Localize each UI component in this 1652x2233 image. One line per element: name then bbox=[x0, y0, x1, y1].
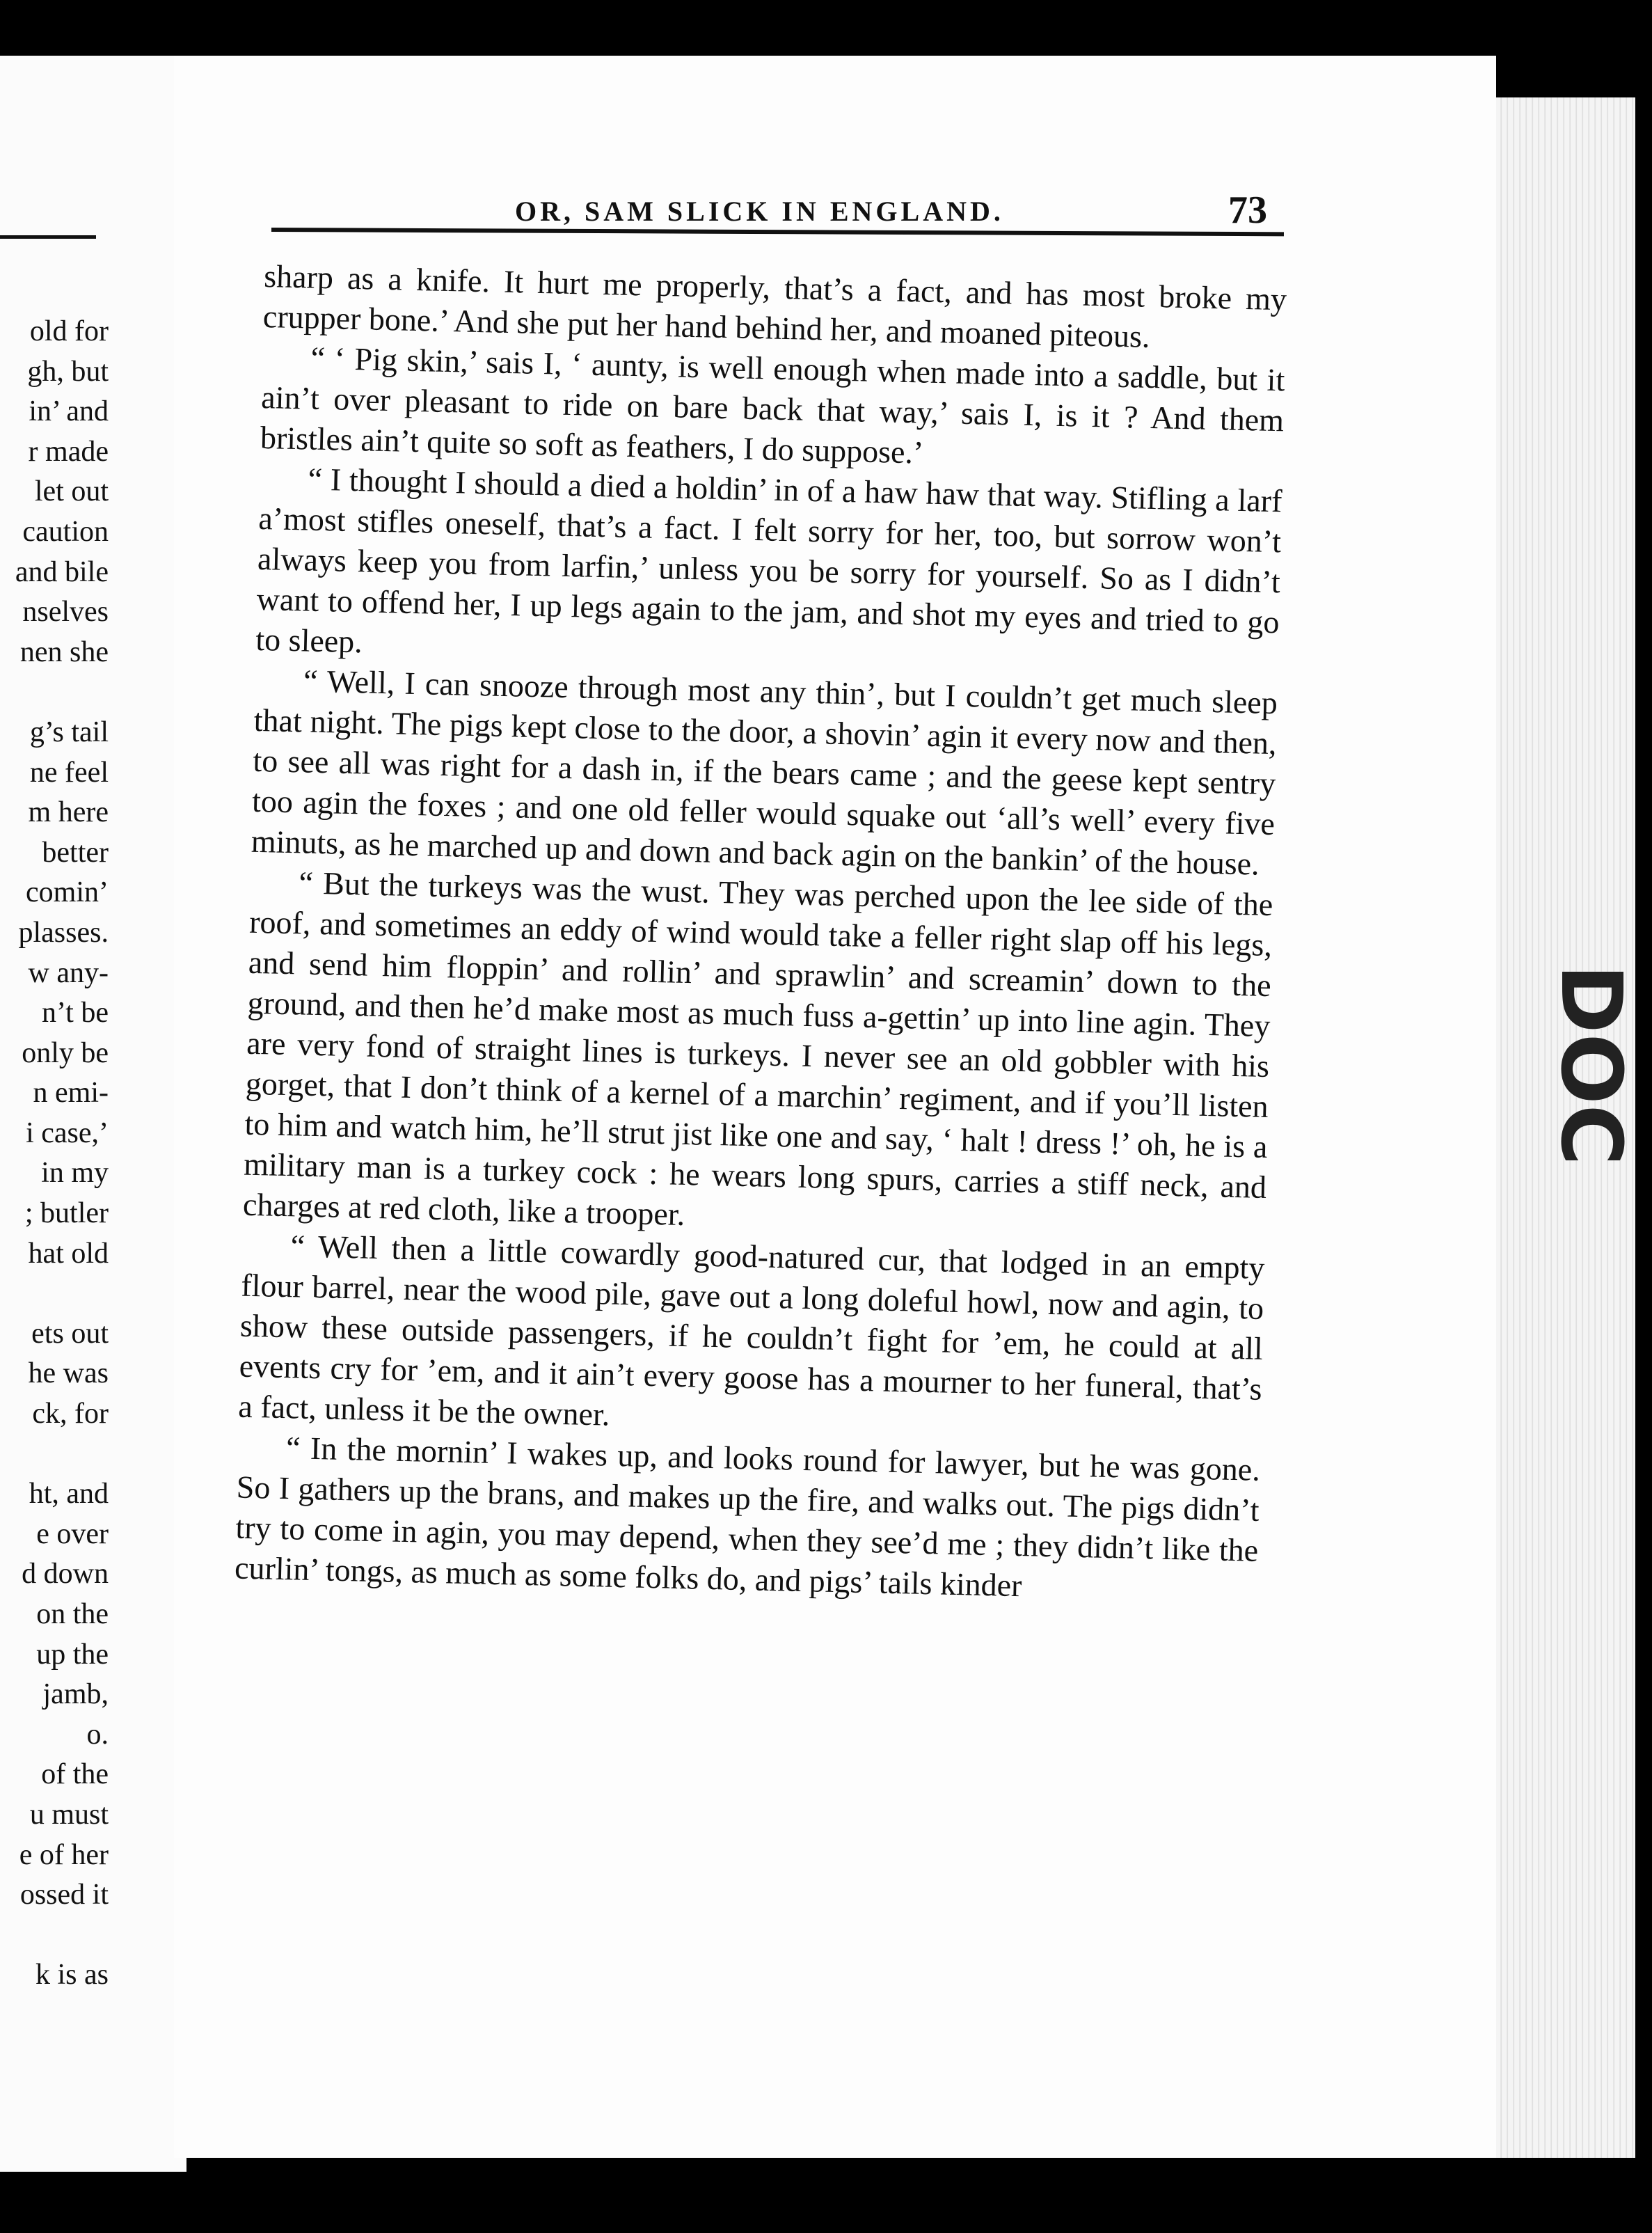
facing-line: m here bbox=[28, 796, 109, 829]
facing-line: e over bbox=[36, 1517, 109, 1550]
facing-line: of the bbox=[41, 1758, 109, 1791]
facing-line: ossed it bbox=[19, 1879, 109, 1911]
paragraph: “ Well then a little cowardly good-natured cur, that lodged in an empty flour barrel, near the wood pile, gave out a long doleful howl, now and agin, to show these outside passengers, if he couldn’t fight for ’em, he could at all events cry for ’em, and it ain’t every goose has a mourner to her funeral, that’s a fact, unless it be the owner. bbox=[237, 1228, 1265, 1433]
facing-line: only be bbox=[22, 1036, 109, 1069]
facing-line-gap bbox=[15, 1435, 109, 1475]
facing-line: he was bbox=[28, 1357, 109, 1390]
facing-line: better bbox=[42, 836, 109, 869]
facing-line: ht, and bbox=[29, 1478, 109, 1510]
facing-line-gap bbox=[15, 672, 109, 713]
facing-line: jamb, bbox=[42, 1678, 109, 1711]
facing-line: caution bbox=[22, 515, 109, 548]
body-text bbox=[235, 256, 1287, 1611]
facing-line: o. bbox=[86, 1718, 109, 1751]
facing-page-text bbox=[15, 312, 109, 1996]
edge-stamp-text bbox=[1486, 926, 1639, 1232]
facing-line: e of her bbox=[19, 1838, 109, 1871]
paragraph: “ Well, I can snooze through most any thin’, but I couldn’t get much sleep that night. The pigs kept close to the door, a shovin’ agin it every now and then, to see all was right for a dash in, if the bears came ; and the geese kept sentry too agin the foxes ; and one old feller would squake out ‘all’s well’ every five minuts, as he marched up and down and back agin on the bankin’ of the house. bbox=[251, 663, 1278, 882]
facing-line: and bile bbox=[15, 555, 109, 588]
facing-line: in my bbox=[41, 1157, 109, 1190]
facing-line: g’s tail bbox=[29, 716, 109, 748]
facing-line: let out bbox=[34, 475, 109, 508]
facing-line-gap bbox=[15, 1274, 109, 1314]
facing-line: old for bbox=[29, 315, 109, 347]
facing-line: gh, but bbox=[27, 355, 109, 388]
facing-line: i case,’ bbox=[26, 1116, 109, 1149]
book-page bbox=[174, 56, 1496, 2158]
edge-stamp-graphic bbox=[1486, 926, 1639, 1232]
paragraph: sharp as a knife. It hurt me properly, that’s a fact, and has most broke my crupper bone.’ And she put her hand behind her, and moaned piteous. bbox=[262, 258, 1287, 354]
facing-line: k is as bbox=[35, 1959, 109, 1991]
facing-line: u must bbox=[29, 1798, 109, 1831]
facing-line: d down bbox=[22, 1558, 109, 1591]
facing-line: n’t be bbox=[41, 997, 109, 1029]
paragraph: “ But the turkeys was the wust. They was perched upon the lee side of the roof, and sometimes an eddy of wind would take a feller right slap off his legs, and send him floppin’ and rollin’ and sprawlin’ and screamin’ down to the ground, and then he’d make most as much fuss a-gettin’ up into line agin. They are very fond of straight lines is turkeys. I never see an old gobbler with his gorget, that I don’t think of a kernel of a marchin’ regiment, and if you’ll listen to him and watch him, he’ll strut jist like one and say, ‘ halt ! dress !’ oh, he is a military man is a turkey cock : he wears long spurs, carries a stiff neck, and charges at red cloth, like a trooper. bbox=[242, 865, 1273, 1233]
edge-stamp-label: DOC bbox=[1542, 964, 1639, 1166]
facing-line: in’ and bbox=[29, 395, 109, 428]
facing-line: comin’ bbox=[26, 876, 109, 909]
facing-line-gap bbox=[15, 1916, 109, 1956]
page-header bbox=[174, 188, 1496, 244]
facing-page bbox=[0, 56, 186, 2172]
facing-page-header-rule bbox=[0, 235, 96, 239]
facing-line: ; butler bbox=[24, 1197, 109, 1230]
facing-line: ets out bbox=[31, 1317, 109, 1350]
facing-line: n emi- bbox=[33, 1077, 109, 1110]
facing-line: w any- bbox=[28, 956, 109, 989]
facing-line: on the bbox=[36, 1598, 109, 1630]
paragraph: “ ‘ Pig skin,’ sais I, ‘ aunty, is well enough when made into a saddle, but it ain’t over pleasant to ride on bare back that way,’ sais I, is it ? And them bristles ain’t quite so soft as feathers, I do suppose.’ bbox=[260, 340, 1285, 471]
facing-line: ck, for bbox=[32, 1398, 109, 1430]
running-title: OR, SAM SLICK IN ENGLAND. bbox=[515, 196, 1004, 227]
facing-line: nselves bbox=[22, 596, 109, 629]
facing-line: ne feel bbox=[29, 756, 109, 789]
facing-line: plasses. bbox=[18, 916, 109, 949]
paragraph: “ In the mornin’ I wakes up, and looks round for lawyer, but he was gone. So I gathers up the brans, and makes up the fire, and walks out. The pigs didn’t try to come in agin, you may depend, when they see’d me ; they didn’t like the curlin’ tongs, as much as some folks do, and pigs’ tails kinder bbox=[234, 1430, 1261, 1604]
paragraph: “ I thought I should a died a holdin’ in of a haw haw that way. Stifling a larf a’most stifles oneself, that’s a fact. I felt sorry for her, too, but sorrow won’t always keep you from larfin,’ unless you be sorry for yourself. So as I didn’t want to offend her, I up legs again to the jam, and shot my eyes and tried to go to sleep. bbox=[255, 461, 1282, 660]
page-number: 73 bbox=[1228, 189, 1267, 232]
facing-line: r made bbox=[28, 435, 109, 468]
facing-line: up the bbox=[36, 1638, 109, 1671]
facing-line: nen she bbox=[19, 636, 109, 668]
facing-line: hat old bbox=[28, 1237, 109, 1270]
